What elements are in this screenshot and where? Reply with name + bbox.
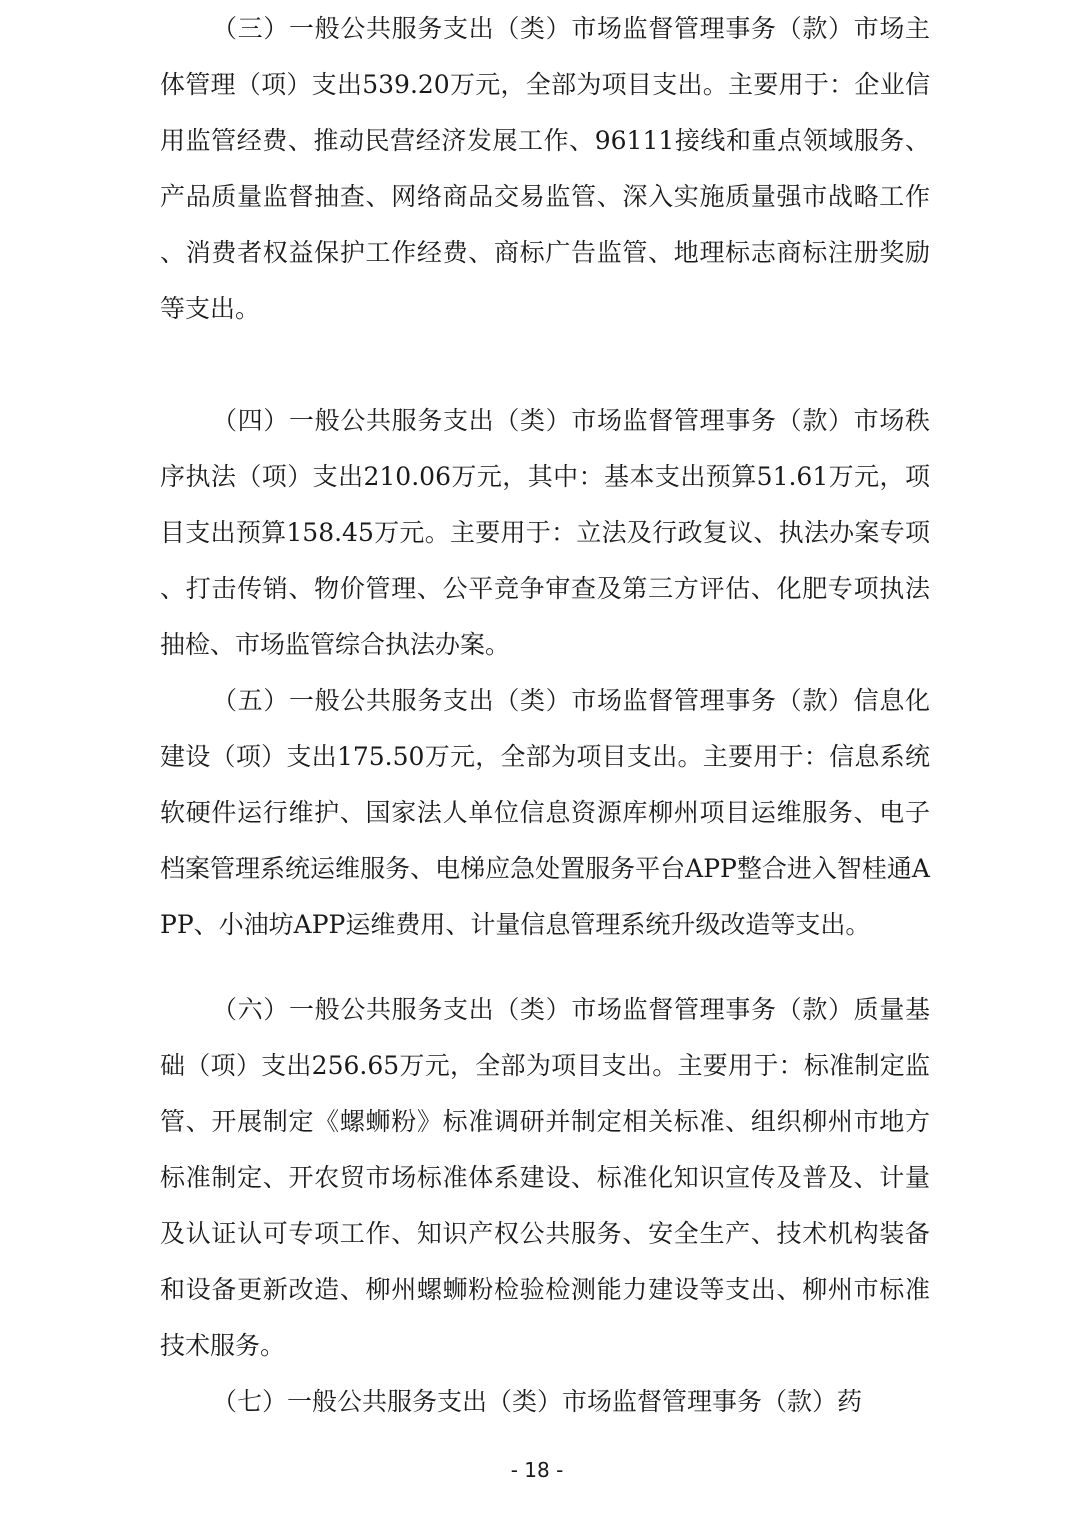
paragraph-informatization-construction: （五）一般公共服务支出（类）市场监督管理事务（款）信息化建设（项）支出175.50万元，全部为项目支出。主要用于：信息系统软硬件运行维护、国家法人单位信息资源库柳州项目运维服务、电子档案管理系统运维服务、电梯应急处置服务平台APP整合进入智桂通APP、小油坊APP运维费用、计量信息管理系统升级改造等支出。 bbox=[160, 686, 930, 939]
paragraph-market-order-enforcement: （四）一般公共服务支出（类）市场监督管理事务（款）市场秩序执法（项）支出210.06万元，其中：基本支出预算51.61万元，项目支出预算158.45万元。主要用于：立法及行政复议、执法办案专项、打击传销、物价管理、公平竞争审查及第三方评估、化肥专项执法抽检、市场监管综合执法办案。 bbox=[160, 406, 930, 659]
document-page bbox=[160, 0, 930, 1520]
page-number: - 18 - bbox=[510, 1458, 564, 1482]
paragraph-market-entity-management: （三）一般公共服务支出（类）市场监督管理事务（款）市场主体管理（项）支出539.20万元，全部为项目支出。主要用于：企业信用监管经费、推动民营经济发展工作、96111接线和重点领域服务、产品质量监督抽查、网络商品交易监管、深入实施质量强市战略工作、消费者权益保护工作经费、商标广告监管、地理标志商标注册奖励等支出。 bbox=[160, 14, 930, 323]
paragraph-quality-infrastructure: （六）一般公共服务支出（类）市场监督管理事务（款）质量基础（项）支出256.65万元，全部为项目支出。主要用于：标准制定监管、开展制定《螺蛳粉》标准调研并制定相关标准、组织柳州市地方标准制定、开农贸市场标准体系建设、标准化知识宣传及普及、计量及认证认可专项工作、知识产权公共服务、安全生产、技术机构装备和设备更新改造、柳州螺蛳粉检验检测能力建设等支出、柳州市标准技术服务。 bbox=[160, 995, 930, 1360]
paragraph-drug-continuation: （七）一般公共服务支出（类）市场监督管理事务（款）药 bbox=[212, 1387, 863, 1416]
